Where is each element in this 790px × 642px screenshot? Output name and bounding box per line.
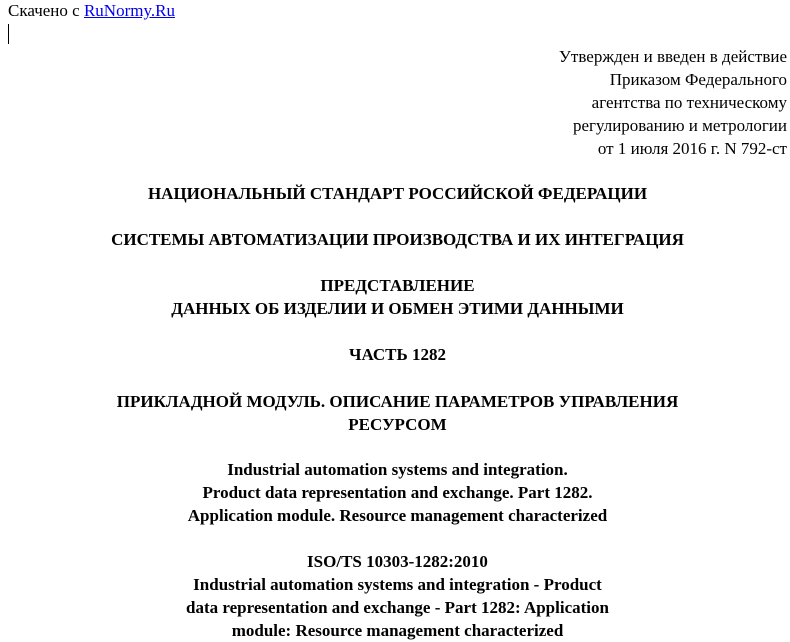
representation-line: ПРЕДСТАВЛЕНИЕ	[320, 276, 475, 295]
representation-heading	[0, 274, 790, 320]
approval-line: от 1 июля 2016 г. N 792-ст	[597, 139, 787, 158]
approval-line: агентства по техническому	[591, 93, 787, 112]
part-text: ЧАСТЬ 1282	[348, 345, 446, 364]
english-title-line: Application module. Resource management characterized	[187, 506, 608, 525]
module-line: ПРИКЛАДНОЙ МОДУЛЬ. ОПИСАНИЕ ПАРАМЕТРОВ УПРАВЛЕНИЯ	[116, 392, 679, 411]
source-prefix: Скачено с	[8, 1, 80, 20]
national-standard-text: НАЦИОНАЛЬНЫЙ СТАНДАРТ РОССИЙСКОЙ ФЕДЕРАЦИИ	[147, 184, 648, 203]
english-title-line: Industrial automation systems and integration.	[227, 460, 568, 479]
english-title	[0, 458, 790, 527]
national-standard-heading	[0, 182, 790, 205]
representation-line: ДАННЫХ ОБ ИЗДЕЛИИ И ОБМЕН ЭТИМИ ДАННЫМИ	[171, 299, 624, 318]
module-heading	[0, 390, 790, 436]
systems-heading	[0, 228, 790, 251]
iso-designation: ISO/TS 10303-1282:2010	[307, 552, 488, 571]
systems-text: СИСТЕМЫ АВТОМАТИЗАЦИИ ПРОИЗВОДСТВА И ИХ ИНТЕГРАЦИЯ	[111, 230, 684, 249]
text-cursor	[8, 24, 9, 44]
approval-line: Приказом Федерального	[609, 70, 787, 89]
iso-title-line: module: Resource management characterized	[231, 621, 564, 640]
iso-title-line: Industrial automation systems and integration - Product	[193, 575, 602, 594]
approval-line: регулированию и метрологии	[572, 116, 787, 135]
module-line: РЕСУРСОМ	[348, 415, 447, 434]
source-line	[8, 1, 175, 21]
iso-block	[0, 550, 790, 642]
approval-line: Утвержден и введен в действие	[558, 47, 787, 66]
approval-block	[559, 45, 787, 160]
part-heading	[0, 343, 790, 366]
runormy-link[interactable]: RuNormy.Ru	[83, 1, 175, 20]
english-title-line: Product data representation and exchange. Part 1282.	[202, 483, 593, 502]
iso-title-line: data representation and exchange - Part 1282: Application	[186, 598, 609, 617]
